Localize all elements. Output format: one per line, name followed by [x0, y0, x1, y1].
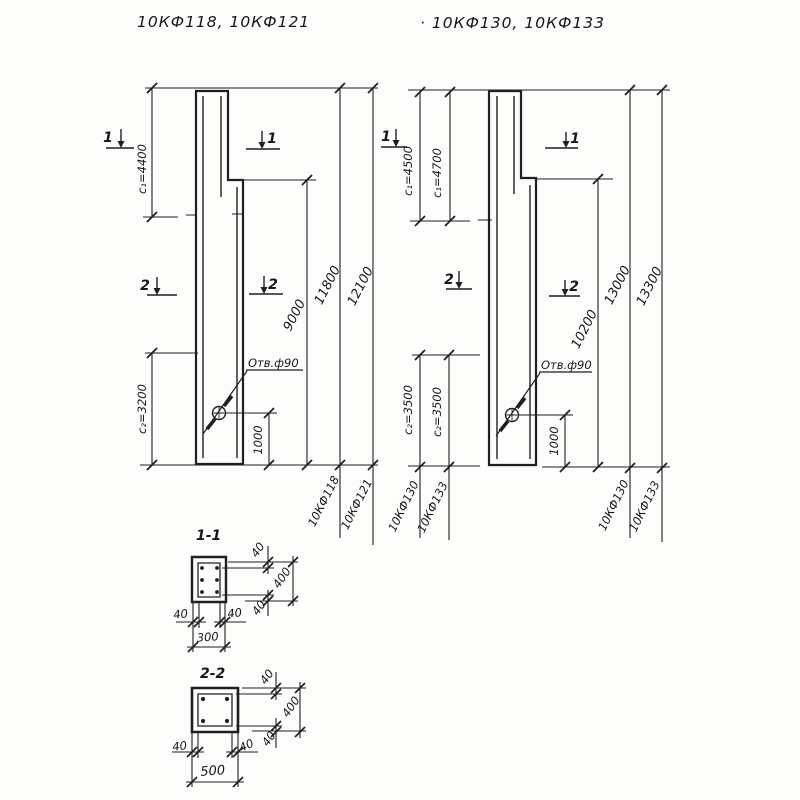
right-dim-c1-1: c₁=4500: [401, 146, 415, 196]
right-dimension-lines: [420, 90, 662, 542]
section-1-1-rebar-dots: [200, 566, 219, 594]
section-2-2-cover-top: 40: [256, 666, 277, 687]
left-dim-length-1: 11800: [311, 263, 344, 308]
left-hole-leader: [203, 370, 303, 434]
right-dim-length-1: 13000: [601, 263, 634, 308]
right-mark-label-2-right: 10КФ133: [626, 478, 663, 534]
right-column-inner-lines: [497, 96, 530, 459]
section-1-1-cover-bottom: 40: [248, 597, 269, 618]
section-2-2-height: 400: [278, 693, 303, 720]
right-mark-label-1-left: 10КФ130: [385, 478, 422, 534]
right-section-mark-2-right: [549, 279, 580, 296]
section-2-2-cover-left: 40: [171, 738, 188, 754]
right-dim-hole-offset: 1000: [547, 426, 561, 456]
left-column-inner-lines: [203, 96, 237, 458]
section-1-1-width: 300: [196, 629, 220, 645]
right-elevation-view: [381, 85, 670, 542]
left-elevation-view: [103, 83, 378, 545]
right-dim-c2-2: c₂=3500: [430, 387, 444, 437]
section-2-2: [172, 666, 306, 787]
section-digit: 1: [103, 130, 113, 146]
section-2-2-cover-right: 40: [236, 735, 256, 755]
right-hole-leader: [496, 372, 592, 436]
left-mark-label-1: 10КФ118: [304, 473, 343, 529]
section-1-1-outer: [192, 557, 226, 602]
section-digit: 1: [381, 129, 391, 145]
section-1-1: [173, 528, 298, 652]
section-1-1-cover-top: 40: [247, 539, 268, 560]
left-hole-label: Отв.ф90: [248, 356, 299, 370]
left-section-mark-1-right: [246, 131, 280, 149]
section-2-2-cover-bottom: 40: [258, 728, 279, 749]
right-hole-label: Отв.ф90: [541, 358, 592, 372]
left-dim-c2: c₂=3200: [135, 384, 149, 434]
section-1-1-cover-right: 40: [226, 605, 243, 621]
left-dimension-lines: [152, 88, 376, 545]
right-dim-length-2: 13300: [633, 264, 666, 309]
section-digit: 1: [267, 131, 277, 147]
section-digit: 2: [569, 279, 579, 295]
right-mark-label-2-left: 10КФ133: [414, 479, 451, 535]
left-extension-lines: [140, 88, 378, 465]
left-dim-c1: c₁=4400: [135, 144, 149, 194]
left-dim-hole-offset: 1000: [251, 425, 265, 455]
left-mark-label-2: 10КФ121: [337, 476, 376, 532]
section-digit: 2: [140, 278, 150, 294]
title-left-columns: 10КФ118, 10КФ121: [137, 13, 311, 31]
section-digit: 2: [268, 277, 278, 293]
left-dim-length-2: 12100: [344, 264, 377, 309]
section-digit: 2: [444, 272, 454, 288]
right-dim-step-height: 10200: [568, 307, 601, 352]
right-section-mark-2-left: [444, 271, 472, 289]
section-1-1-cover-left: 40: [172, 606, 189, 622]
right-section-mark-1-left: [381, 129, 407, 147]
left-dim-step-height: 9000: [280, 297, 310, 334]
title-right-columns: · 10КФ130, 10КФ133: [420, 14, 606, 32]
section-2-2-width: 500: [199, 763, 226, 780]
section-2-2-title: 2-2: [200, 666, 226, 682]
left-section-mark-2-right: [249, 276, 283, 294]
left-section-mark-1-left: [103, 129, 134, 148]
right-dim-c2-1: c₂=3500: [401, 385, 415, 435]
section-digit: 1: [570, 131, 580, 147]
section-1-1-title: 1-1: [196, 528, 222, 544]
right-section-mark-1-right: [545, 131, 580, 148]
right-dim-c1-2: c₁=4700: [430, 148, 444, 198]
left-section-mark-2-left: [140, 277, 177, 295]
section-2-2-rebar-dots: [201, 697, 229, 723]
right-mark-label-1-right: 10КФ130: [595, 477, 632, 533]
section-1-1-height: 400: [269, 564, 294, 591]
